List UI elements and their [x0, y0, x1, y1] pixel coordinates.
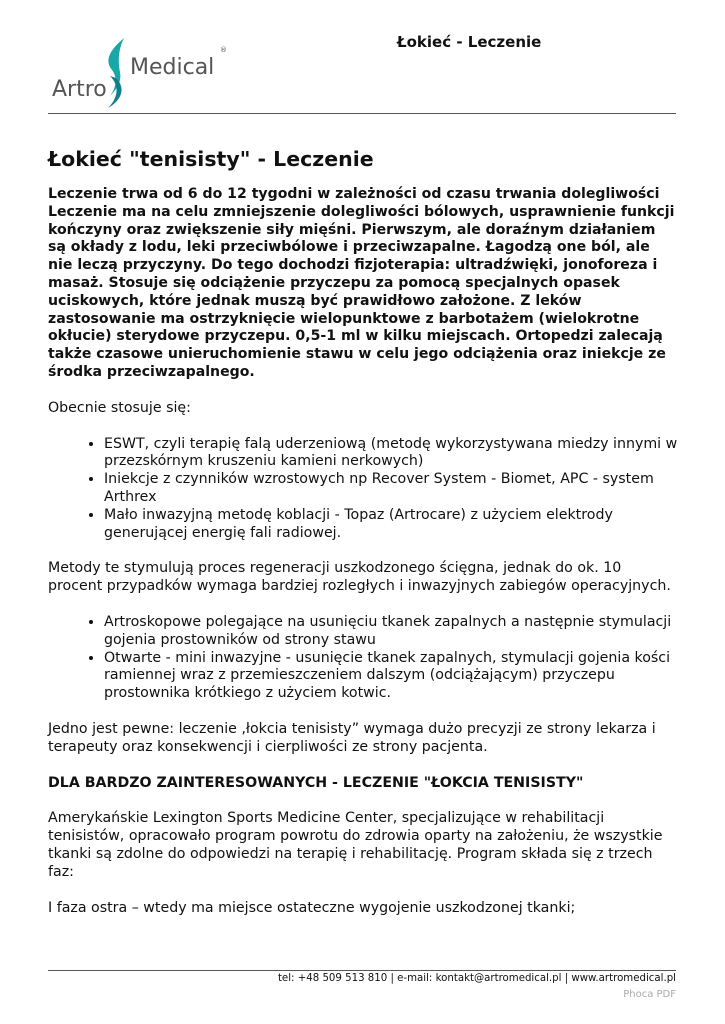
list-item: • Mało inwazyjną metodę koblacji - Topaz (Artrocare) z użyciem elektrody generującej energię fali radiowej. [104, 507, 678, 543]
phase-one-paragraph: I faza ostra – wtedy ma miejsce ostateczne wygojenie uszkodzonej tkanki; [48, 899, 576, 916]
article-content [48, 146, 678, 917]
logo-registered-mark: ® [220, 46, 227, 54]
surgical-methods-list [48, 614, 678, 703]
footer-contact: tel: +48 509 513 810 | e-mail: kontakt@artromedical.pl | www.artromedical.pl [277, 973, 676, 984]
logo-text-medical: Medical [130, 55, 215, 80]
logo-text-artro: Artro [52, 77, 107, 102]
list-item: • Otwarte - mini inwazyjne - usunięcie tkanek zapalnych, stymulacji gojenia kości ramiennej wraz z przemieszczeniem dalszym (odciążającym) przyczepu prostownika krótkiego z użyciem kotwic. [104, 650, 678, 703]
footer-divider [48, 970, 676, 971]
current-methods-label: Obecnie stosuje się: [48, 399, 191, 416]
page-header [0, 0, 725, 115]
section-heading: DLA BARDZO ZAINTERESOWANYCH - LECZENIE "ŁOKCIA TENISISTY" [48, 774, 584, 791]
artromedical-logo [50, 36, 235, 112]
list-item: • Artroskopowe polegające na usunięciu tkanek zapalnych a następnie stymulacji gojenia prostowników od strony stawu [104, 614, 678, 650]
logo-graphic [50, 36, 235, 112]
logo-swoosh-upper [108, 38, 124, 96]
header-divider [48, 113, 676, 114]
article-title: Łokieć "tenisisty" - Leczenie [48, 147, 374, 171]
list-item: • Iniekcje z czynników wzrostowych np Recover System - Biomet, APC - system Arthrex [104, 471, 678, 507]
conclusion-paragraph: Jedno jest pewne: leczenie ‚łokcia tenisisty” wymaga dużo precyzji ze strony lekarza i terapeuty oraz konsekwencji i cierpliwości ze strony pacjenta. [48, 720, 656, 755]
list-item: • ESWT, czyli terapię falą uderzeniową (metodę wykorzystywana miedzy innymi w przezskórnym kruszeniu kamieni nerkowych) [104, 436, 678, 472]
footer-brand-link[interactable]: Phoca PDF [623, 989, 676, 1000]
intro-paragraph: Leczenie trwa od 6 do 12 tygodni w zależności od czasu trwania dolegliwości Leczenie ma na celu zmniejszenie dolegliwości bólowych, usprawnienie funkcji kończyny oraz zwiększenie siły mięśni. Pierwszym, ale doraźnym działaniem są okłady z lodu, leki przeciwbólowe i przeciwzapalne. Łagodzą one ból, ale nie leczą przyczyny. Do tego dochodzi fizjoterapia: ultradźwięki, jonoforeza i masaż. Stosuje się odciążenie przyczepu za pomocą specjalnych opasek uciskowych, które jednak muszą być prawidłowo założone. Z leków zastosowanie ma ostrzyknięcie wielopunktowe z barbotażem (wielokrotne okłucie) sterydowe przyczepu. 0,5-1 ml w kilku miejscach. Ortopedzi zalecają także czasowe unieruchomienie stawu w celu jego odciążenia oraz iniekcje ze środka przeciwzapalnego. [48, 186, 675, 380]
current-methods-list [48, 436, 678, 543]
header-title: Łokieć - Leczenie [397, 33, 542, 51]
program-paragraph: Amerykańskie Lexington Sports Medicine Center, specjalizujące w rehabilitacji tenisistów, opracowało program powrotu do zdrowia oparty na założeniu, że wszystkie tkanki są zdolne do odpowiedzi na terapię i rehabilitację. Program składa się z trzech faz: [48, 810, 663, 880]
regeneration-paragraph: Metody te stymulują proces regeneracji uszkodzonego ścięgna, jednak do ok. 10 procent przypadków wymaga bardziej rozległych i inwazyjnych zabiegów operacyjnych. [48, 560, 671, 595]
